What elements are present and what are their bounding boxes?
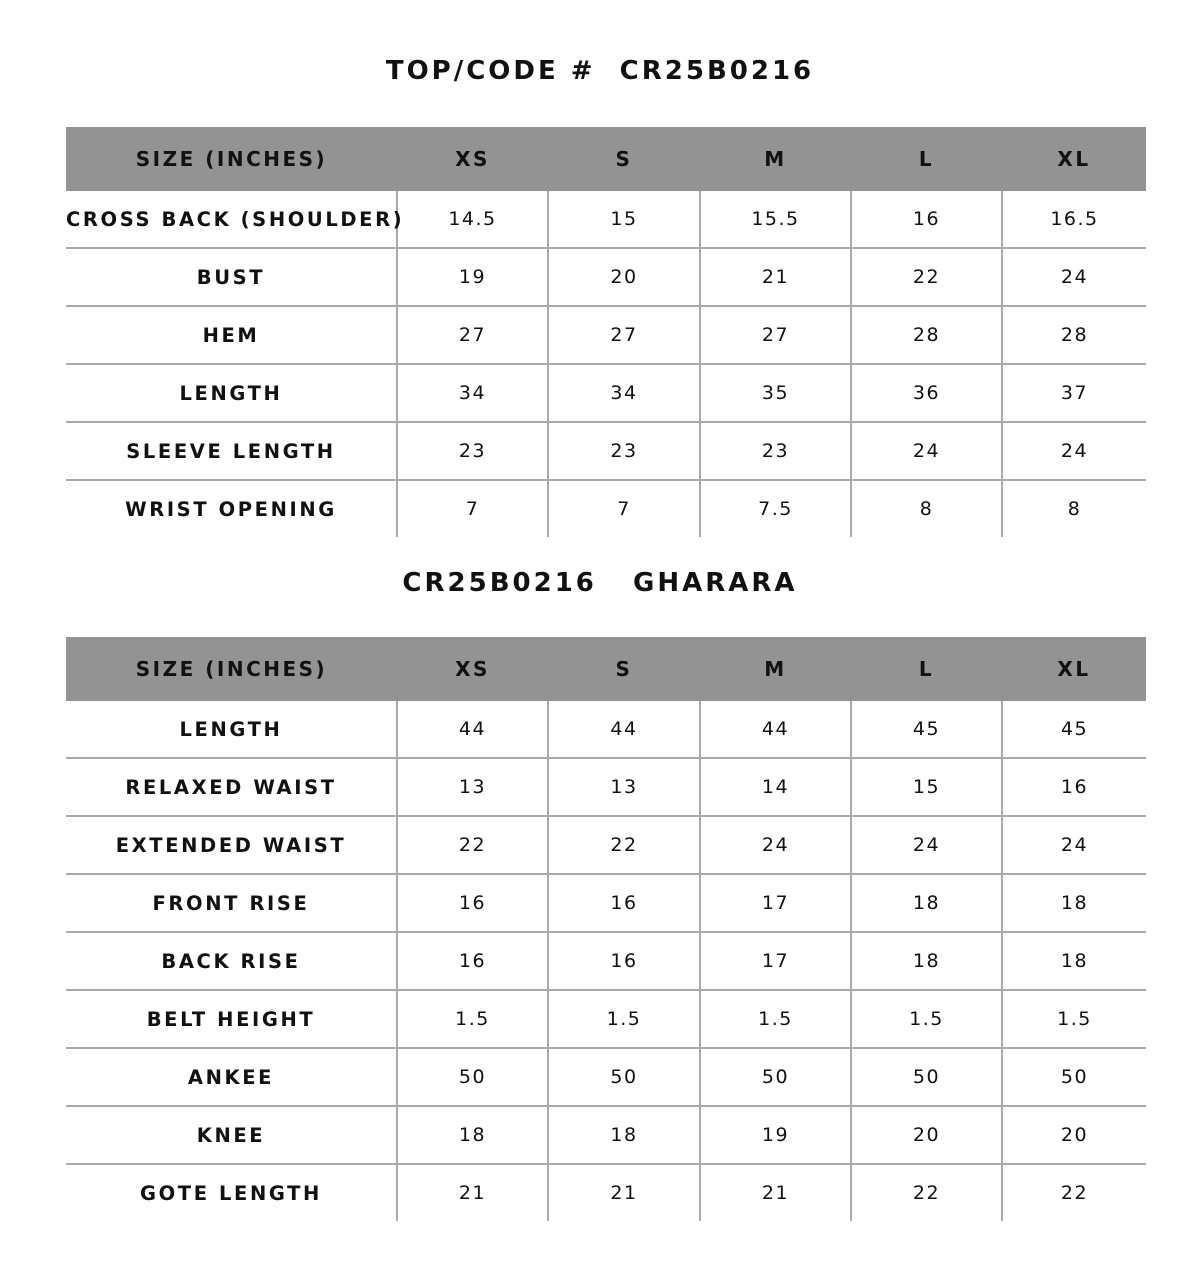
cell-value: 24: [1002, 816, 1146, 874]
header-size-xs: XS: [397, 127, 548, 191]
table-row: [66, 1164, 1146, 1221]
table-row: [66, 932, 1146, 990]
cell-value: 13: [548, 758, 700, 816]
table-row: [66, 422, 1146, 480]
cell-value: 50: [1002, 1048, 1146, 1106]
table-row: [66, 701, 1146, 758]
cell-value: 15: [548, 191, 700, 248]
cell-value: 27: [548, 306, 700, 364]
cell-value: 19: [700, 1106, 851, 1164]
cell-value: 8: [851, 480, 1002, 537]
row-label: KNEE: [66, 1106, 397, 1164]
row-label: FRONT RISE: [66, 874, 397, 932]
cell-value: 20: [851, 1106, 1002, 1164]
row-label: LENGTH: [66, 364, 397, 422]
cell-value: 24: [1002, 422, 1146, 480]
row-label: ANKEE: [66, 1048, 397, 1106]
cell-value: 20: [548, 248, 700, 306]
header-size-label: SIZE (INCHES): [66, 637, 397, 701]
cell-value: 27: [700, 306, 851, 364]
cell-value: 15: [851, 758, 1002, 816]
cell-value: 44: [397, 701, 548, 758]
table-header-row: [66, 637, 1146, 701]
cell-value: 35: [700, 364, 851, 422]
cell-value: 22: [851, 1164, 1002, 1221]
cell-value: 1.5: [548, 990, 700, 1048]
header-size-s: S: [548, 637, 700, 701]
cell-value: 18: [851, 932, 1002, 990]
row-label: LENGTH: [66, 701, 397, 758]
row-label: BUST: [66, 248, 397, 306]
cell-value: 16: [548, 874, 700, 932]
row-label: CROSS BACK (SHOULDER): [66, 191, 397, 248]
cell-value: 1.5: [1002, 990, 1146, 1048]
gharara-section-title: CR25B0216 GHARARA: [402, 568, 798, 598]
table-row: [66, 1048, 1146, 1106]
cell-value: 15.5: [700, 191, 851, 248]
table-row: [66, 306, 1146, 364]
header-size-label: SIZE (INCHES): [66, 127, 397, 191]
row-label: GOTE LENGTH: [140, 1181, 322, 1205]
table-row: [66, 248, 1146, 306]
cell-value: 37: [1002, 364, 1146, 422]
cell-value: 24: [700, 816, 851, 874]
cell-value: 18: [548, 1106, 700, 1164]
table-row: [66, 1106, 1146, 1164]
table-row: [66, 990, 1146, 1048]
table-row: [66, 874, 1146, 932]
cell-value: 23: [397, 422, 548, 480]
table-row: [66, 758, 1146, 816]
header-size-m: M: [700, 127, 851, 191]
row-label: WRIST OPENING: [125, 497, 337, 521]
cell-value: 22: [397, 816, 548, 874]
header-size-l: L: [851, 637, 1002, 701]
header-size-l: L: [851, 127, 1002, 191]
cell-value: 28: [1002, 306, 1146, 364]
table-row: [66, 364, 1146, 422]
header-size-m: M: [700, 637, 851, 701]
top-section-title: TOP/CODE # CR25B0216: [385, 56, 815, 86]
cell-value: 22: [851, 248, 1002, 306]
table-row: [66, 480, 1146, 537]
cell-value: 18: [851, 874, 1002, 932]
cell-value: 36: [851, 364, 1002, 422]
cell-value: 24: [851, 816, 1002, 874]
gharara-size-table: [66, 637, 1146, 1221]
cell-value: 7.5: [700, 480, 851, 537]
row-label: EXTENDED WAIST: [66, 816, 397, 874]
cell-value: 21: [548, 1164, 700, 1221]
cell-value: 16: [548, 932, 700, 990]
table-row: [66, 816, 1146, 874]
table-header-row: [66, 127, 1146, 191]
cell-value: 21: [397, 1164, 548, 1221]
cell-value: 13: [397, 758, 548, 816]
cell-value: 45: [851, 701, 1002, 758]
row-label: HEM: [66, 306, 397, 364]
cell-value: 8: [1002, 480, 1146, 537]
cell-value: 1.5: [397, 990, 548, 1048]
cell-value: 16.5: [1002, 191, 1146, 248]
cell-value: 50: [397, 1048, 548, 1106]
cell-value: 18: [1002, 932, 1146, 990]
cell-value: 22: [1002, 1164, 1146, 1221]
row-label: BACK RISE: [66, 932, 397, 990]
header-size-xl: XL: [1002, 637, 1146, 701]
row-label: SLEEVE LENGTH: [66, 422, 397, 480]
cell-value: 24: [851, 422, 1002, 480]
cell-value: 34: [397, 364, 548, 422]
cell-value: 14: [700, 758, 851, 816]
cell-value: 16: [1002, 758, 1146, 816]
cell-value: 28: [851, 306, 1002, 364]
table-row: [66, 191, 1146, 248]
cell-value: 50: [548, 1048, 700, 1106]
cell-value: 19: [397, 248, 548, 306]
header-size-xs: XS: [397, 637, 548, 701]
cell-value: 22: [548, 816, 700, 874]
cell-value: 27: [397, 306, 548, 364]
cell-value: 23: [700, 422, 851, 480]
cell-value: 1.5: [700, 990, 851, 1048]
cell-value: 18: [1002, 874, 1146, 932]
top-size-table: [66, 127, 1146, 537]
cell-value: 45: [1002, 701, 1146, 758]
cell-value: 21: [700, 248, 851, 306]
row-label: BELT HEIGHT: [66, 990, 397, 1048]
cell-value: 50: [700, 1048, 851, 1106]
row-label: RELAXED WAIST: [66, 758, 397, 816]
cell-value: 16: [397, 932, 548, 990]
cell-value: 17: [700, 874, 851, 932]
cell-value: 14.5: [397, 191, 548, 248]
cell-value: 34: [548, 364, 700, 422]
cell-value: 24: [1002, 248, 1146, 306]
cell-value: 7: [548, 480, 700, 537]
cell-value: 17: [700, 932, 851, 990]
cell-value: 50: [851, 1048, 1002, 1106]
cell-value: 44: [548, 701, 700, 758]
cell-value: 18: [397, 1106, 548, 1164]
cell-value: 7: [397, 480, 548, 537]
header-size-xl: XL: [1002, 127, 1146, 191]
cell-value: 23: [548, 422, 700, 480]
cell-value: 16: [397, 874, 548, 932]
cell-value: 1.5: [851, 990, 1002, 1048]
cell-value: 21: [700, 1164, 851, 1221]
header-size-s: S: [548, 127, 700, 191]
cell-value: 44: [700, 701, 851, 758]
cell-value: 20: [1002, 1106, 1146, 1164]
cell-value: 16: [851, 191, 1002, 248]
